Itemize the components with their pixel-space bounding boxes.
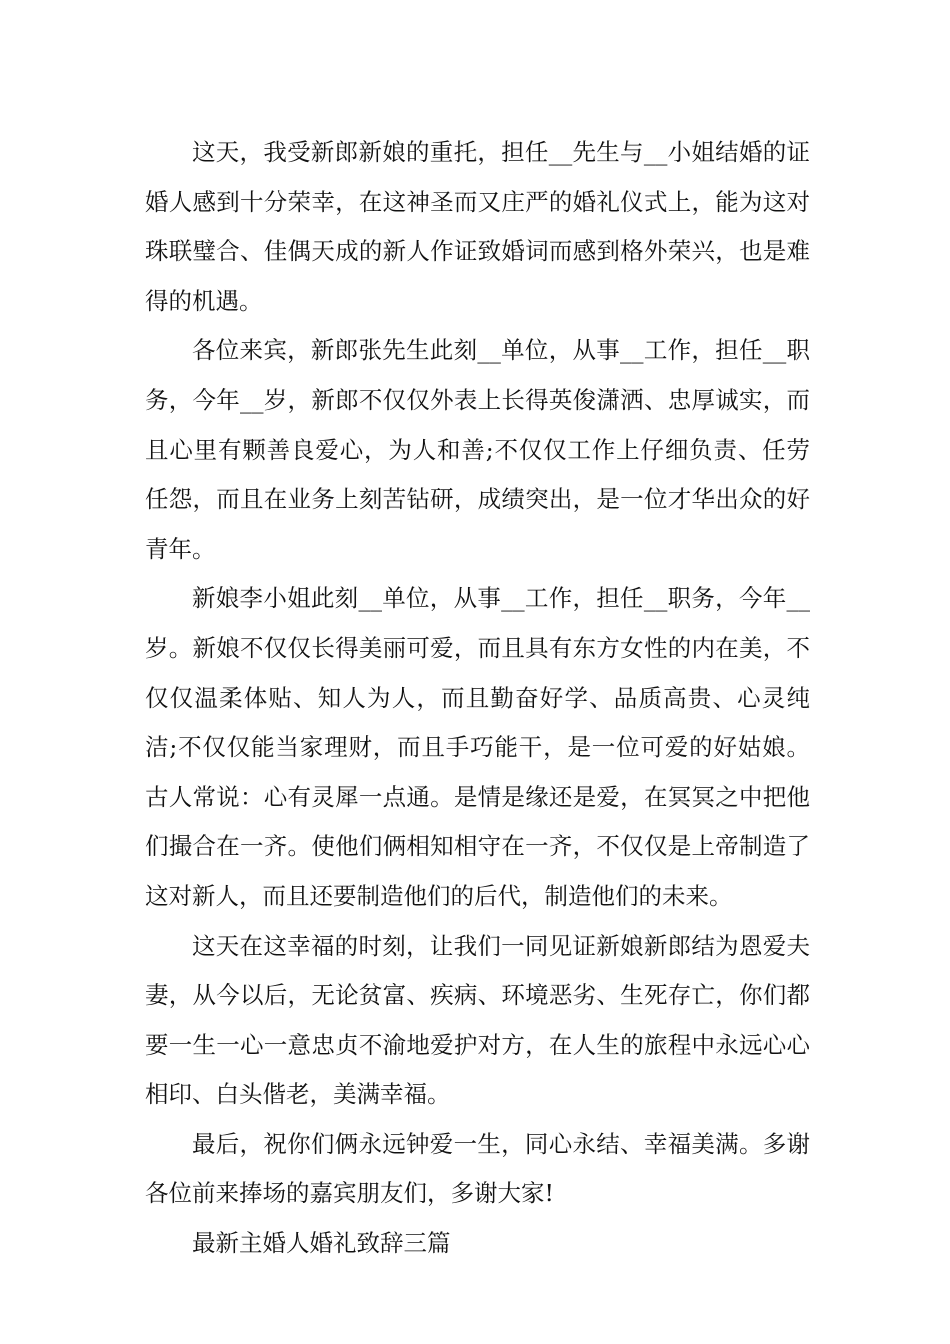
paragraph-groom: 各位来宾，新郎张先生此刻__单位，从事__工作，担任__职务，今年__岁，新郎不仅仅外表上长得英俊潇洒、忠厚诚实，而且心里有颗善良爱心，为人和善;不仅仅工作上仔细负责、任劳任怨，而且在业务上刻苦钻研，成绩突出，是一位才华出众的好青年。: [145, 336, 810, 563]
paragraph-witness-intro: 这天，我受新郎新娘的重托，担任__先生与__小姐结婚的证婚人感到十分荣幸，在这神圣而又庄严的婚礼仪式上，能为这对珠联璧合、佳偶天成的新人作证致婚词而感到格外荣兴，也是难得的机遇。: [145, 138, 810, 315]
paragraph-bride: 新娘李小姐此刻__单位，从事__工作，担任__职务，今年__岁。新娘不仅仅长得美丽可爱，而且具有东方女性的内在美，不仅仅温柔体贴、知人为人，而且勤奋好学、品质高贵、心灵纯洁;不仅仅能当家理财，而且手巧能干，是一位可爱的好姑娘。古人常说：心有灵犀一点通。是情是缘还是爱，在冥冥之中把他们撮合在一齐。使他们俩相知相守在一齐，不仅仅是上帝制造了这对新人，而且还要制造他们的后代，制造他们的未来。: [145, 584, 810, 910]
paragraph-witness-vow: 这天在这幸福的时刻，让我们一同见证新娘新郎结为恩爱夫妻，从今以后，无论贫富、疾病、环境恶劣、生死存亡，你们都要一生一心一意忠贞不渝地爱护对方，在人生的旅程中永远心心相印、白头偕老，美满幸福。: [145, 931, 810, 1109]
paragraph-next-heading: 最新主婚人婚礼致辞三篇: [192, 1229, 451, 1258]
document-body: [145, 128, 810, 1269]
paragraph-blessing: 最后，祝你们俩永远钟爱一生，同心永结、幸福美满。多谢各位前来捧场的嘉宾朋友们，多谢大家!: [145, 1129, 810, 1208]
